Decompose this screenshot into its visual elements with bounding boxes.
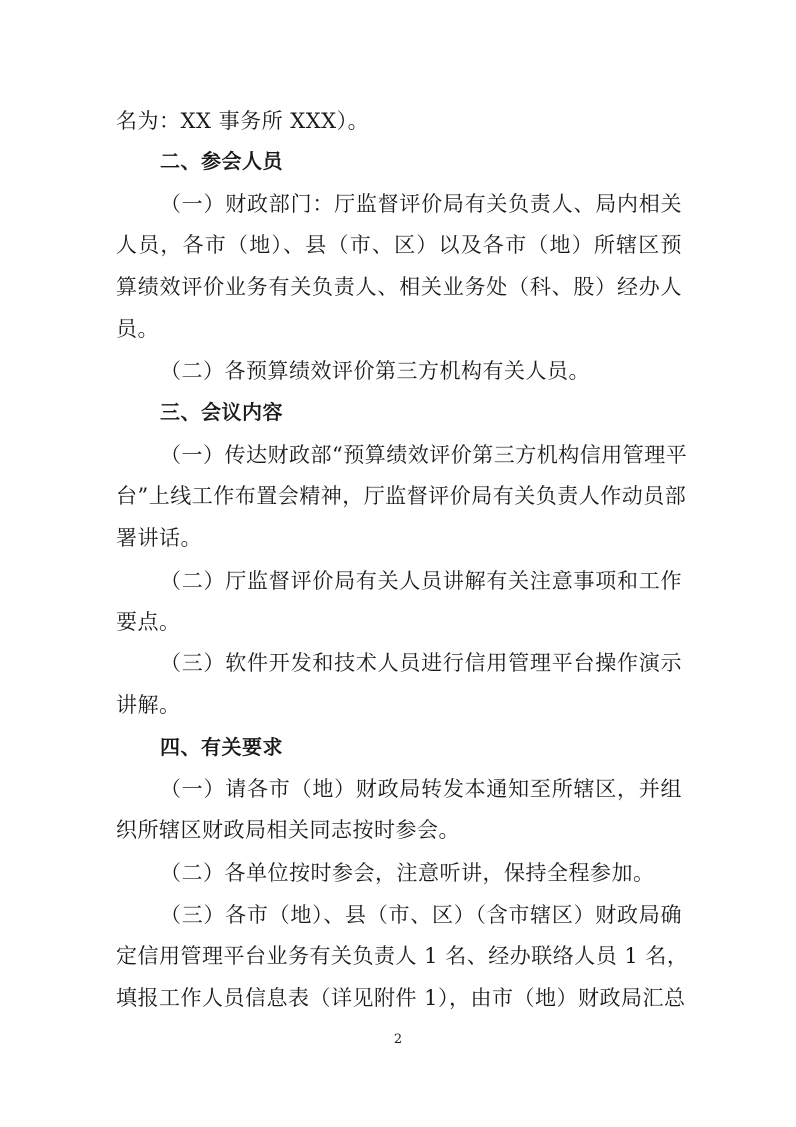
paragraph-line: 织所辖区财政局相关同志按时参会。 xyxy=(116,818,460,842)
section-heading-requirements: 四、有关要求 xyxy=(160,735,283,759)
section-heading-content: 三、会议内容 xyxy=(160,400,283,424)
paragraph-line: （二）各预算绩效评价第三方机构有关人员。 xyxy=(160,359,590,383)
paragraph-line: （二）各单位按时参会，注意听讲，保持全程参加。 xyxy=(160,861,655,885)
page-number: 2 xyxy=(393,1032,403,1047)
paragraph-line: 署讲话。 xyxy=(116,526,202,550)
paragraph-line: （一）传达财政部“预算绩效评价第三方机构信用管理平 xyxy=(160,443,688,467)
paragraph-line: 员。 xyxy=(116,317,159,341)
paragraph-line: （三）各市（地）、县（市、区）（含市辖区）财政局确 xyxy=(160,903,682,927)
text-line-continuation: 名为：XX 事务所 XXX）。 xyxy=(116,109,370,133)
paragraph-line: 讲解。 xyxy=(116,693,181,717)
paragraph-line: （一）财政部门：厅监督评价局有关负责人、局内相关 xyxy=(160,192,682,216)
paragraph-line: 算绩效评价业务有关负责人、相关业务处（科、股）经办人 xyxy=(116,275,682,299)
paragraph-line: （三）软件开发和技术人员进行信用管理平台操作演示 xyxy=(160,651,682,675)
paragraph-line: 定信用管理平台业务有关负责人 1 名、经办联络人员 1 名， xyxy=(116,944,689,968)
paragraph-line: （一）请各市（地）财政局转发本通知至所辖区，并组 xyxy=(160,777,682,801)
paragraph-line: 填报工作人员信息表（详见附件 1），由市（地）财政局汇总 xyxy=(116,986,686,1010)
paragraph-line: （二）厅监督评价局有关人员讲解有关注意事项和工作 xyxy=(160,569,682,593)
paragraph-line: 人员，各市（地）、县（市、区）以及各市（地）所辖区预 xyxy=(116,233,682,257)
section-heading-attendees: 二、参会人员 xyxy=(160,149,283,173)
paragraph-line: 台”上线工作布置会精神，厅监督评价局有关负责人作动员部 xyxy=(116,484,687,508)
paragraph-line: 要点。 xyxy=(116,610,181,634)
